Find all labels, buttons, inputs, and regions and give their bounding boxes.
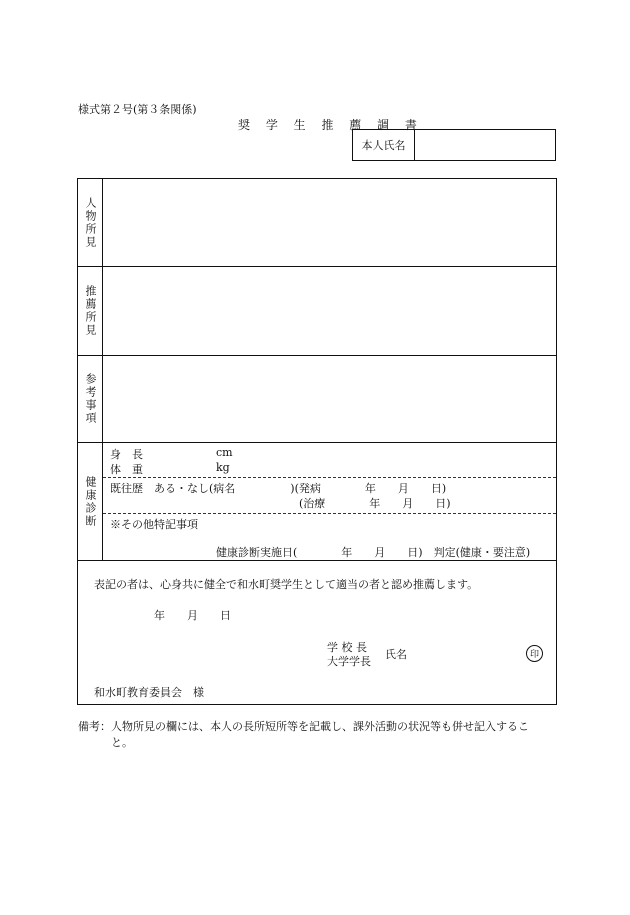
divider [103,477,556,478]
field-personality[interactable] [104,179,556,266]
field-recommendation[interactable] [104,267,556,355]
label-recommendation: 推薦所見 [84,285,97,337]
height-label: 身 長 [110,448,143,461]
height-unit: cm [216,446,233,459]
remarks-line-1: 備考：人物所見の欄には、本人の長所短所等を記載し、課外活動の状況等も併せ記入するこ [78,720,529,733]
principal-label: 学 校 長 [327,641,367,654]
student-name-box [352,129,556,161]
label-reference: 参考事項 [84,373,97,425]
weight-label: 体 重 [110,463,143,476]
exam-date-line: 健康診断実施日( 年 月 日) 判定(健康・要注意) [216,546,531,559]
certification-statement: 表記の者は、心身共に健全で和水町奨学生として適当の者と認め推薦します。 [94,578,479,591]
treatment-line: (治療 年 月 日) [299,497,451,510]
recommendation-form-table [77,178,557,705]
row-recommendation [78,267,556,356]
row-personality [78,179,556,267]
weight-unit: kg [216,461,230,474]
student-name-field[interactable] [415,130,555,160]
addressee: 和水町教育委員会 様 [94,686,204,699]
remarks-line-2: と。 [111,736,133,749]
row-health [78,443,556,561]
seal-icon: 印 [526,645,543,662]
medical-history-line: 既往歴 ある・なし(病名 )(発病 年 月 日) [110,482,447,495]
other-notes-label: ※その他特記事項 [110,518,198,531]
dean-label: 大学学長 [327,655,371,668]
form-number: 様式第２号(第３条関係) [78,103,197,116]
label-personality: 人物所見 [84,196,97,249]
signer-name-label: 氏名 [385,648,407,661]
divider [103,513,556,514]
field-reference[interactable] [104,356,556,442]
document-title: 奨 学 生 推 薦 調 書 [238,118,423,132]
row-reference [78,356,556,443]
certification-date: 年 月 日 [154,609,231,622]
label-health: 健康診断 [84,475,97,528]
student-name-label: 本人氏名 [353,130,415,160]
